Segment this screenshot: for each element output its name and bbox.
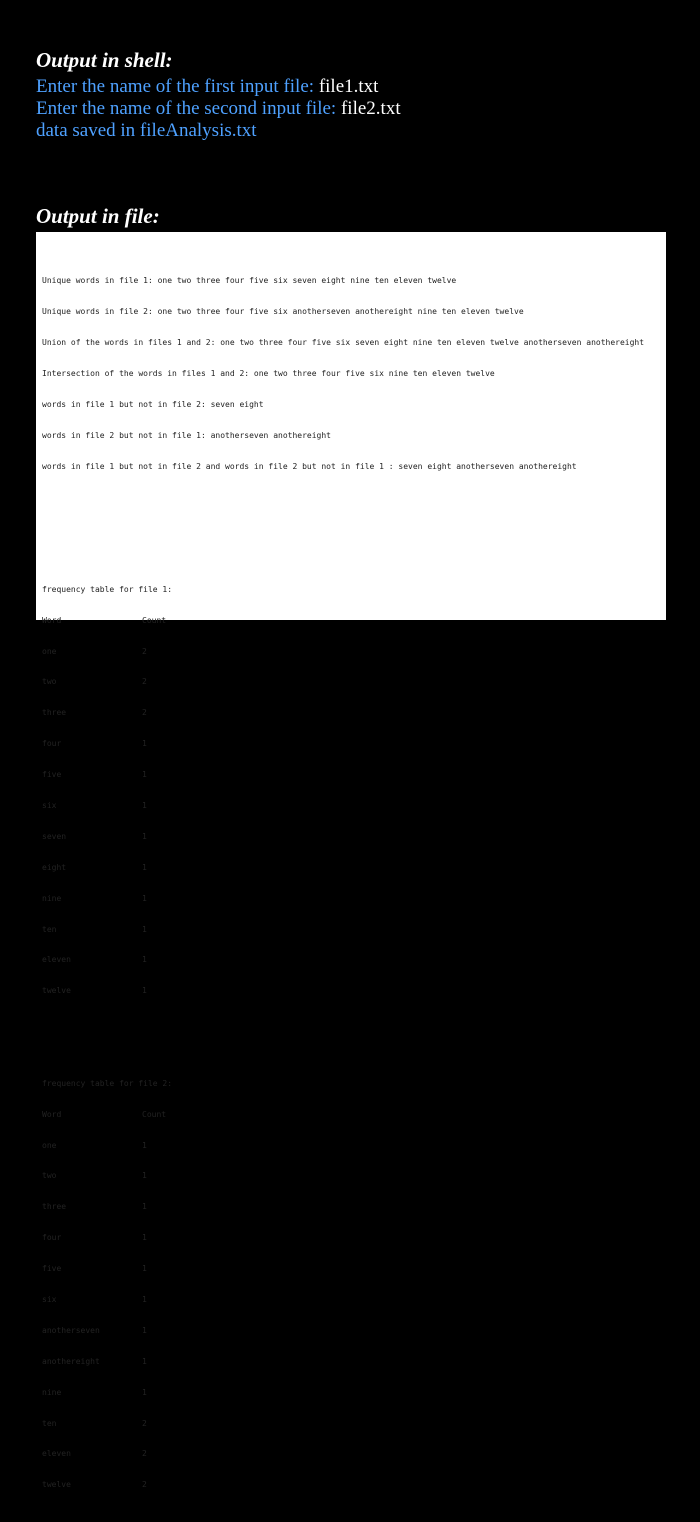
count-cell: 1 — [142, 739, 147, 749]
word-cell: twelve — [42, 1480, 71, 1490]
table-row — [42, 801, 666, 811]
count-cell: 2 — [142, 677, 147, 687]
count-cell: 1 — [142, 986, 147, 996]
word-cell: six — [42, 801, 57, 811]
count-cell: 1 — [142, 924, 147, 934]
word-cell: ten — [42, 924, 57, 934]
count-cell: 1 — [142, 770, 147, 780]
table-row — [42, 1326, 666, 1336]
count-cell: 1 — [142, 862, 147, 872]
count-cell: 1 — [142, 955, 147, 965]
word-cell: ten — [42, 1418, 57, 1428]
summary-line: words in file 1 but not in file 2 and words in file 2 but not in file 1 : seven eight anotherseven anothereight — [42, 461, 577, 471]
count-cell: 1 — [142, 1356, 147, 1366]
frequency-table-file2 — [42, 1058, 666, 1511]
word-cell: eight — [42, 862, 67, 872]
shell-line — [36, 98, 401, 120]
word-cell: two — [42, 677, 57, 687]
count-cell: 1 — [142, 831, 147, 841]
column-header-count: Count — [142, 615, 167, 625]
word-cell: four — [42, 1233, 62, 1243]
count-cell: 2 — [142, 1480, 147, 1490]
table-row — [42, 1141, 666, 1151]
word-cell: five — [42, 770, 62, 780]
shell-output — [36, 76, 401, 142]
table-row — [42, 1357, 666, 1367]
table-row — [42, 1480, 666, 1490]
count-cell: 1 — [142, 893, 147, 903]
word-cell: four — [42, 739, 62, 749]
count-cell: 1 — [142, 1202, 147, 1212]
word-cell: nine — [42, 1387, 62, 1397]
table-row — [42, 647, 666, 657]
word-cell: eleven — [42, 955, 71, 965]
table-row — [42, 1449, 666, 1459]
summary-line: Intersection of the words in files 1 and 2: one two three four five six nine ten eleven twelve — [42, 368, 495, 378]
table-row — [42, 986, 666, 996]
table-title: frequency table for file 1: — [42, 584, 173, 594]
file-output-heading: Output in file: — [36, 204, 160, 228]
table-row — [42, 955, 666, 965]
table-row — [42, 677, 666, 687]
count-cell: 1 — [142, 1294, 147, 1304]
column-header-word: Word — [42, 615, 62, 625]
shell-line — [36, 76, 401, 98]
table-row — [42, 1233, 666, 1243]
word-cell: five — [42, 1264, 62, 1274]
table-row — [42, 1264, 666, 1274]
table-row — [42, 708, 666, 718]
word-cell: anotherseven — [42, 1325, 100, 1335]
count-cell: 1 — [142, 1387, 147, 1397]
shell-value: file1.txt — [318, 76, 379, 97]
word-cell: nine — [42, 893, 62, 903]
word-cell: anothereight — [42, 1356, 100, 1366]
table-header-row — [42, 1110, 666, 1120]
table-row — [42, 1295, 666, 1305]
shell-prompt: data saved in fileAnalysis.txt — [36, 120, 257, 141]
summary-line: words in file 1 but not in file 2: seven eight — [42, 399, 264, 409]
count-cell: 1 — [142, 1171, 147, 1181]
table-row — [42, 832, 666, 842]
column-header-count: Count — [142, 1109, 167, 1119]
shell-prompt: Enter the name of the first input file: — [36, 76, 315, 97]
summary-line: Unique words in file 1: one two three four five six seven eight nine ten eleven twelve — [42, 276, 457, 286]
table-row — [42, 925, 666, 935]
count-cell: 2 — [142, 646, 147, 656]
count-cell: 1 — [142, 1233, 147, 1243]
frequency-table-file1 — [42, 564, 666, 1017]
word-cell: one — [42, 1140, 57, 1150]
shell-prompt: Enter the name of the second input file: — [36, 98, 337, 119]
count-cell: 1 — [142, 1140, 147, 1150]
count-cell: 2 — [142, 1449, 147, 1459]
word-cell: three — [42, 1202, 67, 1212]
count-cell: 1 — [142, 1325, 147, 1335]
summary-line: words in file 2 but not in file 1: anotherseven anothereight — [42, 430, 331, 440]
table-header-row — [42, 616, 666, 626]
table-row — [42, 1388, 666, 1398]
summary-block — [42, 256, 666, 493]
shell-line — [36, 120, 401, 142]
word-cell: one — [42, 646, 57, 656]
word-cell: twelve — [42, 986, 71, 996]
column-header-word: Word — [42, 1109, 62, 1119]
count-cell: 2 — [142, 708, 147, 718]
count-cell: 2 — [142, 1418, 147, 1428]
table-row — [42, 739, 666, 749]
word-cell: seven — [42, 831, 67, 841]
table-row — [42, 1171, 666, 1181]
file-output-panel — [36, 232, 666, 1490]
table-row — [42, 1419, 666, 1429]
shell-output-heading: Output in shell: — [36, 48, 173, 72]
count-cell: 1 — [142, 801, 147, 811]
word-cell: six — [42, 1294, 57, 1304]
table-row — [42, 1202, 666, 1212]
table-row — [42, 894, 666, 904]
count-cell: 1 — [142, 1264, 147, 1274]
summary-line: Unique words in file 2: one two three four five six anotherseven anothereight nine ten eleven twelve — [42, 307, 524, 317]
word-cell: eleven — [42, 1449, 71, 1459]
shell-value: file2.txt — [340, 98, 401, 119]
table-row — [42, 863, 666, 873]
table-title: frequency table for file 2: — [42, 1078, 173, 1088]
table-row — [42, 770, 666, 780]
word-cell: two — [42, 1171, 57, 1181]
summary-line: Union of the words in files 1 and 2: one two three four five six seven eight nine ten eleven twelve anotherseven anothereight — [42, 337, 645, 347]
word-cell: three — [42, 708, 67, 718]
